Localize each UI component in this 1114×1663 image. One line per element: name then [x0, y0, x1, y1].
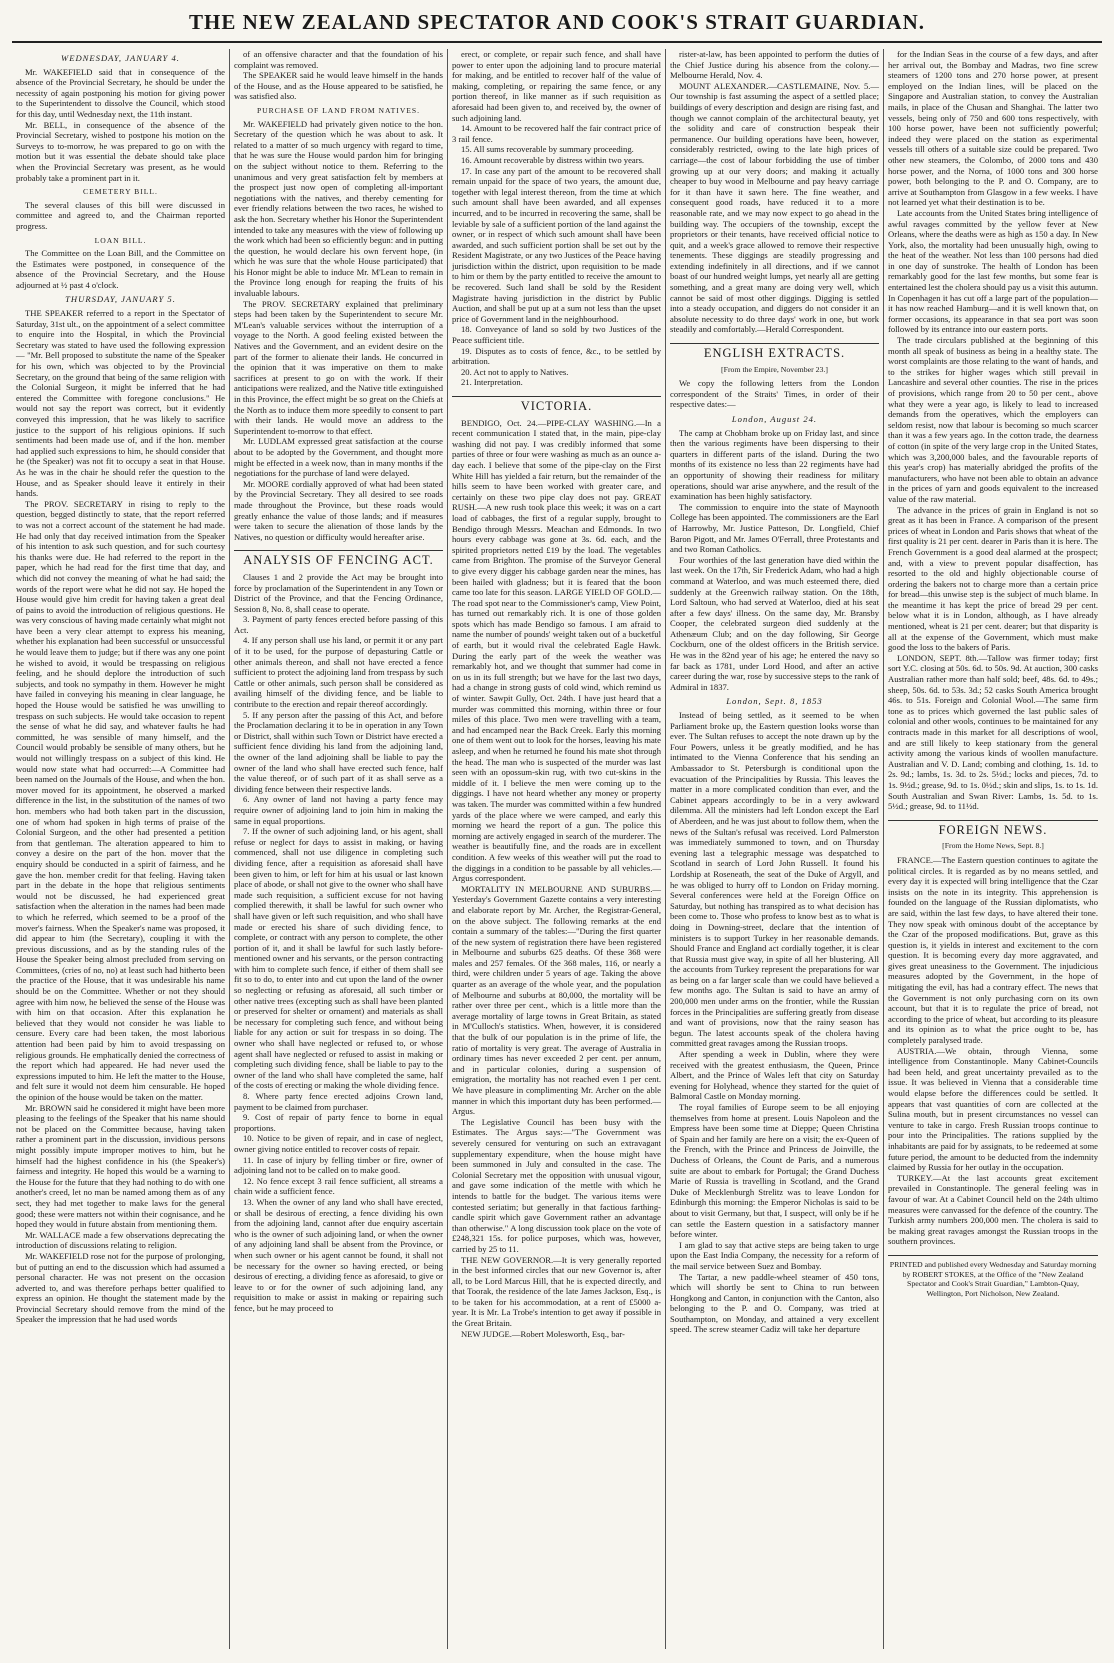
article-paragraph: The camp at Chobham broke up on Friday last, and since then the various regiments have been dispersing to their quarters in different parts of the island. During the two months of its existence no less than 22 regiments have had an opportunity of showing their readiness for military operations, should war arise anywhere, and the result of the examination has been highly satisfactory. — [670, 427, 879, 502]
article-paragraph: 9. Cost of repair of party fence to borne in equal proportions. — [234, 1112, 443, 1133]
article-paragraph: 3. Payment of party fences erected before passing of this Act. — [234, 614, 443, 635]
article-paragraph: 18. Conveyance of land so sold by two Justices of the Peace sufficient title. — [452, 324, 661, 346]
article-paragraph: FRANCE.—The Eastern question continues to agitate the political circles. It is regarded as by no means settled, and every day it is expected will bring intelligence that the Czar insists on the note in its integrity. This apprehension is founded on the language of the Russian diplomatists, who are said, within the last few days, to have altered their tone. They now speak with ominous doubt of the acceptance by the Czar of the proposed modifications. But, grave as this question is, it yields in interest and excitement to the corn question. It is becoming every day more aggravated, and gives great uneasiness to the Government. The injudicious measures adopted by the Government, in the hope of mitigating the evil, has had a contrary effect. The news that the Government is not only purchasing corn on its own account, but that it is to regulate the price of bread, not according to the price of wheat, but according to its pleasure and its opinion as to what the price ought to be, has completely paralysed trade. — [888, 854, 1098, 1046]
article-paragraph: 19. Disputes as to costs of fence, &c., to be settled by arbitration. — [452, 345, 661, 367]
article-paragraph: 6. Any owner of land not having a party fence may require owner of adjoining land to join him in making the same in equal proportions. — [234, 794, 443, 826]
article-paragraph: 12. No fence except 3 rail fence sufficient, all streams a chain wide a sufficient fence. — [234, 1175, 443, 1197]
columns-container — [12, 49, 1102, 1649]
subheading: CEMETERY BILL. — [83, 187, 158, 197]
article-paragraph: 5. If any person after the passing of this Act, and before the Proclamation declaring it to be in operation in any Town or District, shall within such Town or District have erected a sufficient fence dividing his land from the adjoining land, the owner of the land adjoining shall be liable to pay the owner of the land who shall have erected such fence, half the value thereof, or of such part of it as shall serve as a dividing fence between their respective lands. — [234, 709, 443, 794]
article-paragraph: TURKEY.—At the last accounts great excitement prevailed in Constantinople. The general feeling was in favour of war. At a Cabinet Council held on the 24th ultimo measures were canvassed for the defence of the country. The Turkish army numbers 200,000 men. The cholera is said to be making great ravages amongst the Russian troops in the southern provinces. — [888, 1172, 1098, 1247]
article-paragraph: rister-at-law, has been appointed to perform the duties of the Chief Justice during his absence from the colony.—Melbourne Herald, Nov. 4. — [670, 49, 879, 81]
article-paragraph: The PROV. SECRETARY in rising to reply to the question, begged distinctly to state, that the report referred to was not a correct account of the statement he had made. He had only that day received intimation from the Speaker of his intention to ask such question, and for such courtesy his thanks were due. He had referred to the report in the paper, which he had read for the first time that day, and which did not convey the meaning of what he had said; the words of the report were what he did not say. He hoped the House would give him credit for having taken a great deal of pains to avoid the introduction of religious questions. He was very conscious of having made certainly what might not have been a very clear attempt to express his meaning, whether his explanation had been successful or unsuccessful he would leave them to judge; but if there was any one point he wished to avoid, it would be trespassing on religious feeling, and he should deplore the introduction of such subjects, and took no sympathy in them. However he might have failed in conveying his meaning in clear language, he hoped the House would be satisfied he was unwilling to trespass on such subjects. He would take occasion to repent the sense of what he did say, and whatever faults he had committed, he was sensible of many himself, and the Council would probably be sensible of many others, but he would not willingly trespass on a subject of this kind. He would now state what had occurred:—A Committee had been named on the Journals of the House, and when the hon. mover moved for its appointment, he observed a marked difference in the list, in the substitution of the names of two hon. members who had both taken part in the discussion, one of whom had spoken in high terms of praise of the Colonial Surgeon, and the other had presented a petition from that gentleman. The alteration appeared to him to convey a desire on the part of the hon. mover that the enquiry should be conducted in a spirit of fairness, and he gave the hon. member credit for that feeling. Having taken part in the debate in the hope that religious sentiments would not be discussed, he had experienced great satisfaction when the alteration in the names had been made to which he referred, which seemed to be a proof of the mover's fairness. When the Speaker's name was proposed, it did appear to him (the Secretary), coupling it with the previous discussions, and as by the standing rules of the House the Speaker being almost precluded from serving on Committees, (cries of no, no) at least such had hitherto been the practice of the House, that it was undesirable his name should be on the Committee. Whether or not they should agree with him now, he believed the sense of the House was with him on that occasion. After this explanation he believed that they would not consider he was liable to censure. Every care had been taken, the most laborious attention had been paid by him to avoid trespassing on religious grounds. He emphatically denied the correctness of the report which had appeared. He had never used the expressions imputed to him. He left the matter to the House, and felt sure it would not deem him censurable. He hoped the opinion of the house would be taken on the matter. — [16, 498, 225, 1102]
subheading: LOAN BILL. — [94, 235, 147, 245]
article-paragraph: THE NEW GOVERNOR.—It is very generally reported in the best informed circles that our new Governor is, after all, to be Lord Marcus Hill, that he is expected directly, and that Toorak, the residence of the late James Jackson, Esq., is to be taken for his accommodation, at a rent of £5000 a-year. It is Mr. La Trobe's intention to get away if possible in the Great Britain. — [452, 1254, 661, 1329]
column-4 — [666, 49, 884, 1649]
article-paragraph: The royal families of Europe seem to be all enjoying themselves from home at present. Louis Napoleon and the Empress have been some time at Dieppe; Queen Christina of Spain and her family are here on a visit; the ex-Queen of the French, with the Prince and Princess de Joinville, the Duchess of Orleans, the Count de Paris, and a numerous suite are about to embark for Portugal; the Grand Duchess Marie of Russia is travelling in Scotland, and the Grand Duke of Mecklenburgh Strelitz was to leave London for Edinburgh this morning: the Emperor Nicholas is said to be about to visit Germany, but that, I suspect, will only be if he can settle the Eastern question in a satisfactory manner before winter. — [670, 1102, 879, 1240]
article-paragraph: Mr. WAKEFIELD said that in consequence of the absence of the Provincial Secretary, he should be under the necessity of again postponing his motion for giving power to the Superintendent to dissolve the Council, which stood for this day, until Wednesday next, the 11th instant. — [16, 66, 225, 119]
article-paragraph: Mr. BROWN said he considered it might have been more pleasing to the feelings of the Speaker that his name should not be placed on the Committee because, having taken rather a prominent part in the discussion, invidious persons might possibly impute improper motives to him, but he himself had the highest confidence in his (the Speaker's) fairness and integrity. He hoped this would be a warning to the House for the future that they had nothing to do with one another's creed, let no man be named among them as of any sect, they had met together to make laws for the general good; these were matters not within their cognisance, and he hoped they would in future abstain from mentioning them. — [16, 1102, 225, 1230]
article-paragraph: I am glad to say that active steps are being taken to urge upon the East India Company, the necessity for a reform of the mail service between Suez and Bombay. — [670, 1239, 879, 1271]
article-paragraph: 14. Amount to be recovered half the fair contract price of 3 rail fence. — [452, 123, 661, 144]
article-paragraph: for the Indian Seas in the course of a few days, and after her arrival out, the Bombay and Madras, two fine screw steamers of 1200 tons and 270 horse power, at present employed on the Indian lines, will be placed on the Singapore and Australian station, to convey the Australian mails, in place of the Chusan and Shanghai. The latter two vessels, being only of 750 and 600 tons respectively, with 100 horse power, have been not sufficiently powerful; indeed they were placed on the station as experimental vessels till others of a suitable size could be prepared. Two other new steamers, the Colombo, of 2000 tons and 430 horse power, and the Norna, of 1000 tons and 300 horse power, both belonging to the P. and O. Company, are to arrive at Southampton from Glasgow in a few weeks. I have not learned yet what their destination is to be. — [888, 49, 1098, 208]
article-paragraph: 20. Act not to apply to Natives. — [461, 366, 569, 377]
article-paragraph: Mr. WALLACE made a few observations deprecating the introduction of discussions relating to religion. — [16, 1229, 225, 1251]
article-paragraph: erect, or complete, or repair such fence, and shall have power to enter upon the adjoining land to procure material for making, and be entitled to recover half of the value of making, completing, or repairing the same fence, or any portion thereof, in like manner as if such requisition as aforesaid had been given to, and received by, the owner of such adjoining land. — [452, 49, 661, 123]
article-paragraph: of an offensive character and that the foundation of his complaint was removed. — [234, 49, 443, 70]
column-2 — [230, 49, 448, 1649]
article-paragraph: We copy the following letters from the London correspondent of the Straits' Times, in order of their respective dates:— — [670, 378, 879, 410]
article-paragraph: AUSTRIA.—We obtain, through Vienna, some intelligence from Constantinople. Many Cabinet-Councils had been held, and great uncertainty prevailed as to the issue. It was believed in Vienna that a considerable time would elapse before the differences could be settled. It appears that vast quantities of corn are collected at the Sulina mouth, but in present circumstances no vessel can venture to take in cargo. Fresh Russian troops continue to pour into the Principalities. The rations supplied by the inhabitants are paid for by assignats, to be redeemed at some future period, the amount to be deducted from the indemnity claimed by Russia for her outlay in the occupation. — [888, 1045, 1098, 1173]
article-paragraph: 15. All sums recoverable by summary proceeding. — [461, 144, 634, 155]
dateline: WEDNESDAY, JANUARY 4. — [61, 53, 180, 63]
article-paragraph: Mr. MOORE cordially approved of what had been stated by the Provincial Secretary. They all desired to see roads made throughout the Province, but these roads would greatly enhance the value of those lands; and if measures were taken to secure the alienation of those lands by the Natives, no question or difficulty would hereafter arise. — [234, 478, 443, 542]
article-paragraph: The several clauses of this bill were discussed in committee and agreed to, and the Chairman reported progress. — [16, 199, 225, 231]
article-paragraph: THE SPEAKER referred to a report in the Spectator of Saturday, 31st ult., on the appointment of a select committee to enquire into the Hospital, in which the Provincial Secretary was stated to have used the following expression— "Mr. Bell proposed to substitute the name of the Speaker for his own, which was objected to by the Provincial Secretary, on the ground that being of the same religion with the Colonial Surgeon, it might be inferred that he had entered the Committee with foregone conclusions." He would not say the report was correct, but it evidently conveyed this impression, that he was likely to sacrifice justice to the support of his religious opinions. If such sentiments had been made use of, and if the hon. member had applied such expressions to him, he should consider that he (the Speaker) was not fit to occupy a seat in that House. As he was in the chair he should refer the question to the House, and as Speaker should leave it entirely in their hands. — [16, 308, 225, 499]
article-paragraph: 4. If any person shall use his land, or permit it or any part of it to be used, for the purpose of depasturing Cattle or other animals thereon, and shall not have erected a fence sufficient to protect the adjoining land from trespass by such Cattle or other animals, such person shall be considered as availing himself of the dividing fence, and be liable to contribute to the erection and repair thereof accordingly. — [234, 635, 443, 710]
article-paragraph: The trade circulars published at the beginning of this month all speak of business as being in a healthy state. The worst complaints are those relating to the want of hands, and to the strikes for higher wages which still prevail in Lancashire and several other counties. The rise in the prices of provisions, which range from 20 to 50 per cent., above what they were a year ago, is likely to lead to increased demands from the operatives, which the employers can seldom resist, now that labour is becoming so much scarcer than it was a few years ago. In the cotton trade, the dearness of cotton (in spite of the very large crop in the United States, which was 3,200,000 bales, and the favourable reports of this year's crop) has materially abridged the profits of the manufacturers, who have not been able to obtain an advance in the prices of yarn and goods equivalent to the increased value of the raw material. — [888, 335, 1098, 504]
article-paragraph: NEW JUDGE.—Robert Molesworth, Esq., bar- — [461, 1328, 625, 1339]
article-paragraph: 11. In case of injury by felling timber or fire, owner of adjoining land not to be called on to make good. — [234, 1154, 443, 1176]
article-paragraph: After spending a week in Dublin, where they were received with the greatest enthusiasm, the Queen, Prince Albert, and the Prince of Wales left that city on Saturday evening for Holyhead, whence they started for the quiet of Balmoral Castle on Monday morning. — [670, 1049, 879, 1102]
article-paragraph: Clauses 1 and 2 provide the Act may be brought into force by proclamation of the Superintendent in any Town or District of the Province, and that the Fencing Ordinance, Session 8, No. 8, shall cease to operate. — [234, 571, 443, 614]
article-paragraph: LONDON, SEPT. 8th.—Tallow was firmer today; first sort Y.C. closing at 50s. 6d. to 50s. 9d. At auction, 300 casks Australian rather more than half sold; beef, 48s. 6d. to 49s.; sheep, 50s. 6d. to 53s. 3d.; 52 casks South America brought 46s. to 51s. Foreign and Colonial Wool.—The same firm tone as to prices which governed the last public sales of colonial and other wools, continues to be maintained for any contracts made in this market for all descriptions of wool, and are still likely to keep stationary from the general activity among the various kinds of woollen manufacture. Australian and V. D. Land; combing and clothing, 1s. 1d. to 2s. 9d.; lambs, 1s. 3d. to 2s. 5½d.; locks and pieces, 7d. to 1s. 9½d.; grease, 9d. to 1s. 0½d.; skin and slips, 1s. to 1s. 1d. South Australian and Swan River: Lambs, 1s. 5d. to 1s. 5½d.; grease, 9d. to 11½d. — [888, 652, 1098, 812]
section-heading: VICTORIA. — [452, 396, 661, 412]
article-paragraph: The Committee on the Loan Bill, and the Committee on the Estimates were postponed, in consequence of the absence of the Provincial Secretary, and the House adjourned at ½ past 4 o'clock. — [16, 248, 225, 290]
article-paragraph: 8. Where party fence erected adjoins Crown land, payment to be claimed from purchaser. — [234, 1091, 443, 1112]
subheading: PURCHASE OF LAND FROM NATIVES. — [256, 105, 421, 115]
article-paragraph: Four worthies of the last generation have died within the last week. On the 17th, Sir Frederick Adam, who had a high command at Waterloo, and was much esteemed there, died suddenly at the Greenwich railway station. On the 18th, Lord Saltoun, who had served at Waterloo, died at his seat after a few days' illness. On the same day, Mr. Bransby Cooper, the celebrated surgeon died suddenly at the Athenæum Club; and on the day following, Sir George Cockburn, one of the oldest officers in the British service. He was in the 82nd year of his age; he entered the navy so far back as 1781, under Lord Hood, and after an active career during the war, rose by successive steps to the rank of Admiral in 1837. — [670, 554, 879, 692]
article-paragraph: 10. Notice to be given of repair, and in case of neglect, owner giving notice entitled to recover costs of repair. — [234, 1133, 443, 1154]
article-paragraph: 21. Interpretation. — [461, 377, 523, 388]
article-paragraph: Mr. BELL, in consequence of the absence of the Provincial Secretary, wished to postpone his motion on the Surveys to to-morrow, he was prepared to go on with the motion but it was essential the debate should take place when the Provincial Secretary was present, as he would probably take a prominent part in it. — [16, 119, 225, 183]
article-paragraph: Late accounts from the United States bring intelligence of awful ravages committed by the yellow fever at New Orleans, where the deaths were as high as 150 a day. In New York, also, the mortality had been unusually high, owing to the heat of the weather. Not less than 100 persons had died in one day of sunstroke. The health of London has been remarkably good for the last few months, but some fear is entertained lest the cholera should pay us a visit this autumn. In Copenhagen it has cut off a large part of the population—it has now reached Hamburg—and it is well known that, on former occasions, its appearance in that sea port was soon followed by its entrance into our eastern ports. — [888, 207, 1098, 335]
masthead-title: THE NEW ZEALAND SPECTATOR AND COOK'S STRAIT GUARDIAN. — [12, 10, 1102, 43]
section-heading: ENGLISH EXTRACTS. — [670, 343, 879, 359]
dateline: London, Sept. 8, 1853 — [726, 696, 823, 707]
article-paragraph: MOUNT ALEXANDER.—CASTLEMAINE, Nov. 5.—Our township is fast assuming the aspect of a settled place; buildings of every description and design are rising fast, and though we cannot complain of the architectural beauty, yet the solidity and care of construction bespeak their permanence. Our building operations have been, however, considerably restricted, owing to the late high prices of carriage—the cost of labour forbidding the use of timber growing up at our very doors; and making it actually cheaper to buy wood in Melbourne and pay heavy carriage for it than have it sawn here. The fine weather, and consequent good roads, have reduced it to a more reasonable rate, and we may now expect to go ahead in the building way. The occupiers of the township, except the proprietors or their tenants, have received official notice to quit, and a week's grace allowed to remove their respective tenements. These diggings are steadily progressing and extending indefinitely in all directions, and if we cannot boast of our hundred weight lumps, yet nearly all are getting something, and a great many are doing very well, which cannot be said of most other diggings. Digging is settled into a steady occupation, and diggers do not consider it an absolute necessity to do three days' work in one, but work steadily and comfortably.—Herald Correspondent. — [670, 80, 879, 335]
article-paragraph: 7. If the owner of such adjoining land, or his agent, shall refuse or neglect for days to assist in making, or having commenced, shall not use diligence in completing such dividing fence, after a requisition as aforesaid shall have been given to him, or left for him at his usual or last known place of abode, or shall not give to the owner who shall have made such requisition, a sufficient excuse for not having complied therewith, it shall be lawful for such owner who shall have given or left such requisition, and who shall have made or erected his share of such dividing fence, to complete, or contract with any person to complete, the other portion of it, and it shall be lawful for such lastly before-mentioned owner and his servants, or the person contracting with him to complete such fence, if either of them shall see fit so to do, to enter into and cut upon the land of the owner so neglecting or refusing as aforesaid, all such timber or other native trees (excepting such as shall have been planted or preserved for shelter or ornament) and materials as shall be necessary for completing such fence, and without being liable for any action or suit for trespass in so doing. The owner who shall have neglected or refused to, or whose agent shall have neglected or refused to assist in making or completing such dividing fence, shall be liable to pay to the owner of the land who shall have completed the same, half of the costs of erecting or making the whole dividing fence. — [234, 826, 443, 1091]
article-paragraph: BENDIGO, Oct. 24.—PIPE-CLAY WASHING.—In a recent communication I stated that, in the main, pipe-clay washing did not pay. I was credibly informed that some parties of three or four were washing as much as an ounce a-day each. I believe that some of the pipe-clay on the First White Hill has yielded a fair return, but the remainder of the hills seem to have been worked with greater care, and certainly on these two pipe clay does not pay. GREAT RUSH.—A new rush took place this week; it was on a cart load of cabbages, the first of a regular supply, brought to Bendigo through Messrs. Meachan and Edmonds. In two hours every cabbage was gone at 3s. 6d. each, and the spirited proprietors netted £19 by the load. The vegetables came from Brighton. The promise of the Surveyor General to give every digger his cabbage garden near the mines, has been hailed with gladness; but it is feared that the boon came too late for this season. LARGE YIELD OF GOLD.—The road spot near to the Commissioner's camp, View Point, has turned out remarkably rich. It is one of those golden spots which has made Bendigo so famous. I am afraid to name the number of pounds' weight taken out of a bucketful of earth, but it would rival the celebrated Eagle Hawk. During the early part of the week the weather was remarkably hot, and we thought that summer had come in on us in its full strength; but we have for the last two days, had a change in strong gusts of cold wind, which remind us of winter. Sawpit Gully, Oct. 24th. I have just heard that a murder was committed this morning, within three or four miles of this place. Two men were travelling with a team, and had encamped near the Back Creek. Early this morning one of them went out to look for the horses, leaving his mate asleep, and when he returned he found his mate shot through the head. The man who is suspected of the murder was last seen with an opossum-skin rug, with two cut-skins in the middle of it. I believe the men were coming up to the diggings. I have not heard whether any money or property was taken. The murder was committed within a few hundred yards of the place where we were camped, and early this morning we heard the report of a gun. The police this morning are actively engaged in search of the murderer. The weather is beautifully fine, and the roads are in excellent condition. A few weeks of this weather will put the road to the diggings in a condition to be passable by all vehicles.—Argus correspondent. — [452, 417, 661, 884]
dateline: London, August 24. — [731, 414, 818, 424]
article-paragraph: Mr. WAKEFIELD rose not for the purpose of prolonging, but of putting an end to the discussion which had assumed a personal character. He was not present on the occasion adverted to, and was therefore perhaps better qualified to express an opinion. He thought the statement made by the Provincial Secretary should remove from the mind of the Speaker the impression that he had used words — [16, 1250, 225, 1325]
article-paragraph: The SPEAKER said he would leave himself in the hands of the House, and as the House appeared to be satisfied, he was satisfied also. — [234, 70, 443, 102]
article-paragraph: The Tartar, a new paddle-wheel steamer of 450 tons, which will shortly be sent to China to run between Hongkong and Canton, in conjunction with the Canton, also belonging to the P. and O. Company, was tried at Southampton, on Monday, and attained a very excellent speed. The screw steamer Cadiz will take her departure — [670, 1271, 879, 1335]
article-paragraph: Mr. LUDLAM expressed great satisfaction at the course about to be adopted by the Government, and thought more might be effected in a week now, than in many months if the negotiations for the purchase of land were delayed. — [234, 436, 443, 479]
imprint-notice: PRINTED and published every Wednesday and Saturday morning by ROBERT STOKES, at the Office of the "New Zealand Spectator and Cook's Strait Guardian," Lambton-Quay, Wellington, Port Nicholson, New Zealand. — [888, 1255, 1098, 1298]
column-1 — [12, 49, 230, 1649]
article-paragraph: MORTALITY IN MELBOURNE AND SUBURBS.—Yesterday's Government Gazette contains a very interesting and elaborate report by Mr. Archer, the Registrar-General, on the above subject. The following remarks at the end contain a summary of the tables:—"During the first quarter of the new system of registration there have been registered in Melbourne and suburbs 625 deaths. Of these 368 were males and 257 females. Of the 368 males, 116, or nearly a third, were children under 5 years of age. Taking the above quarter as an average of the whole year, and the population of Melbourne and suburbs at 80,000, the mortality will be rather over three per cent., which is a little more than the average mortality of large towns in Great Britain, as stated in M'Culloch's statistics. When, however, it is considered that the bulk of our population is in the prime of life, the ratio of mortality is very great. The average of Australia in ordinary times has never exceeded 2 per cent. per annum, and in particular colonies, during a suspension of emigration, the mortality has not reached even 1 per cent. We have pleasure in complimenting Mr. Archer on the able manner in which this important duty has been performed.—Argus. — [452, 883, 661, 1117]
article-paragraph: 13. When the owner of any land who shall have erected, or shall be desirous of erecting, a fence dividing his own from the adjoining land, cannot after due enquiry ascertain who is the owner of such adjoining land, or when the owner of any adjoining land shall be absent from the Province, or when such owner or his agent cannot be found, it shall not be necessary for the owner so having erected, or being desirous of erecting, a dividing fence as aforesaid, to give or leave to or for the owner of such adjoining land, any requisition to make or assist in making or repairing such fence, but he may proceed to — [234, 1196, 443, 1313]
article-paragraph: The commission to enquire into the state of Maynooth College has been appointed. The commissioners are the Earl of Harrowby, Mr. Justice Patteson, Dr. Longfield, Chief Baron Pigott, and Mr. James O'Ferrall, three Protestants and and two Roman Catholics. — [670, 501, 879, 555]
column-3 — [448, 49, 666, 1649]
article-paragraph: 17. In case any part of the amount to be recovered shall remain unpaid for the space of two years, the amount due, together with legal interest thereon, from the time at which such amount shall have been awarded, and all expenses incurred, and to be incurred in recovering the same, shall be leviable by sale of a sufficient portion of the land against the owner, or in respect of which such amount shall have been awarded, and such sufficient portion shall be set out by the Resident Magistrate, or any two Justices of the Peace having jurisdiction within the district, upon requisition to be made to him or them by the party entitled to receive the amount to be recovered. Such land shall be sold by the Resident Magistrate having jurisdiction in the district by Public Auction, and shall be put up at a sum not less than the upset price of Government land in the neighbourhood. — [452, 165, 661, 324]
source-line: [From the Home News, Sept. 8.] — [942, 841, 1044, 851]
section-heading: ANALYSIS OF FENCING ACT. — [234, 550, 443, 566]
article-paragraph: The PROV. SECRETARY explained that preliminary steps had been taken by the Superintendent to secure Mr. M'Lean's valuable services without the interruption of a voyage to the North. A good feeling existed between the Natives and the Government, and an evident desire on the part of the former to alienate their lands. He concurred in the opinion that it was imperative on them to make sacrifices at present to go on with the work. If their anticipations were realized, and the Native title extinguished in this Province, the effect might be so great on the Chiefs at the North as to induce them more speedily to consent to part with their lands. He would move an address to the Superintendent to-morrow to that effect. — [234, 298, 443, 436]
article-paragraph: Mr. WAKEFIELD had privately given notice to the hon. Secretary of the question which he was about to ask. It related to a matter of so much urgency with regard to time, that he was sure the House would pardon him for bringing on the subject without notice to them. Referring to the unanimous and very great satisfaction felt by members at the prospect just now open of completing all-important negotiations with the natives, and thereby cementing for ever friendly relations between the two races, he wished to ask the hon. Secretary whether his Honor the Superintendent intended to take any measures with the view of following up the work which had been so efficiently begun: and in putting the question, he would declare his own fervent hope, (in which he was sure that the whole House participated) that his Honor might be able to induce Mr. M'Lean to remain in the Province long enough for reaping the fruits of his invaluable labours. — [234, 118, 443, 299]
article-paragraph: Instead of being settled, as it seemed to be when Parliament broke up, the Eastern question looks worse than ever. The Sultan refuses to accept the note drawn up by the Four Powers, unless it be greatly modified, and he has intimated to the Vienna Conference that his sending an Ambassador to St. Petersburgh is conditional upon the evacuation of the Principalities by Russia. This leaves the matter in a more complicated condition than ever, and the Cabinet appears accordingly to be in a very awkward dilemma. All the ministers had left London except the Earl of Aberdeen, and he was just about to follow them, when the news of the Sultan's refusal was received. Lord Palmerston was immediately summoned to town, and on Thursday evening last a telegraphic message was despatched to Scotland in search of Lord John Russell. It found his Lordship at Roseneath, the seat of the Duke of Argyll, and he was obliged to hurry off to London on Friday morning. Several conferences were held at the Foreign Office on Saturday, but nothing has transpired as to what decision has been come to. Those who profess to know best as to what is doing in Downing-street, declare that the intention of ministers is to support Turkey in her reasonable demands. Should France and England act cordially together, it is clear that Russia must give way, in spite of all her blustering. All the accounts from Turkey represent the preparations for war as being on a far larger scale than we could have believed a few months ago. The Sultan is said to have an army of 200,000 men under arms on the frontier, while the Russian forces in the Principalities are suffering greatly from disease and want of provisions, now that the rainy season has begun. The latest accounts speak of the cholera having committed great ravages among the Russian troops. — [670, 710, 879, 1049]
dateline: THURSDAY, JANUARY 5. — [65, 294, 176, 305]
article-paragraph: 16. Amount recoverable by distress within two years. — [461, 154, 645, 165]
article-paragraph: The advance in the prices of grain in England is not so great as it has been in France. A comparison of the present prices of wheat in London and Paris shows that wheat of the first quality is 21 per cent. dearer in Paris than it is here. The French Government is a good deal alarmed at the prospect; and, with a view to prevent popular disaffection, has resorted to the old and highly objectionable course of ordering the bakers not to charge more than a certain price for bread—this unwise step is the subject of much blame. In the meantime it has kept the price of bread 29 per cent. below what it is in London, although, as I have already mentioned, wheat is 21 per cent. dearer; but that disparity is all at the expense of the Government, which must make good the loss to the bakers of Paris. — [888, 504, 1098, 653]
article-paragraph: The Legislative Council has been busy with the Estimates. The Argus says:—"The Government was severely censured for venturing on such an extravagant supplementary expenditure, when the house might have been summoned in July and consulted in the case. The Colonial Secretary met the opposition with unusual vigour, and gave some indication of the mettle with which he intends to battle for the budget. The various items were contested seriatim; but generally in that factious farthing-candle spirit which gave Government rather an advantage than otherwise." A long discussion took place on the vote of £248,321 15s. for police purposes, which was, however, carried by 25 to 11. — [452, 1116, 661, 1254]
section-heading: FOREIGN NEWS. — [888, 820, 1098, 836]
column-5 — [884, 49, 1102, 1649]
source-line: [From the Empire, November 23.] — [721, 364, 828, 374]
